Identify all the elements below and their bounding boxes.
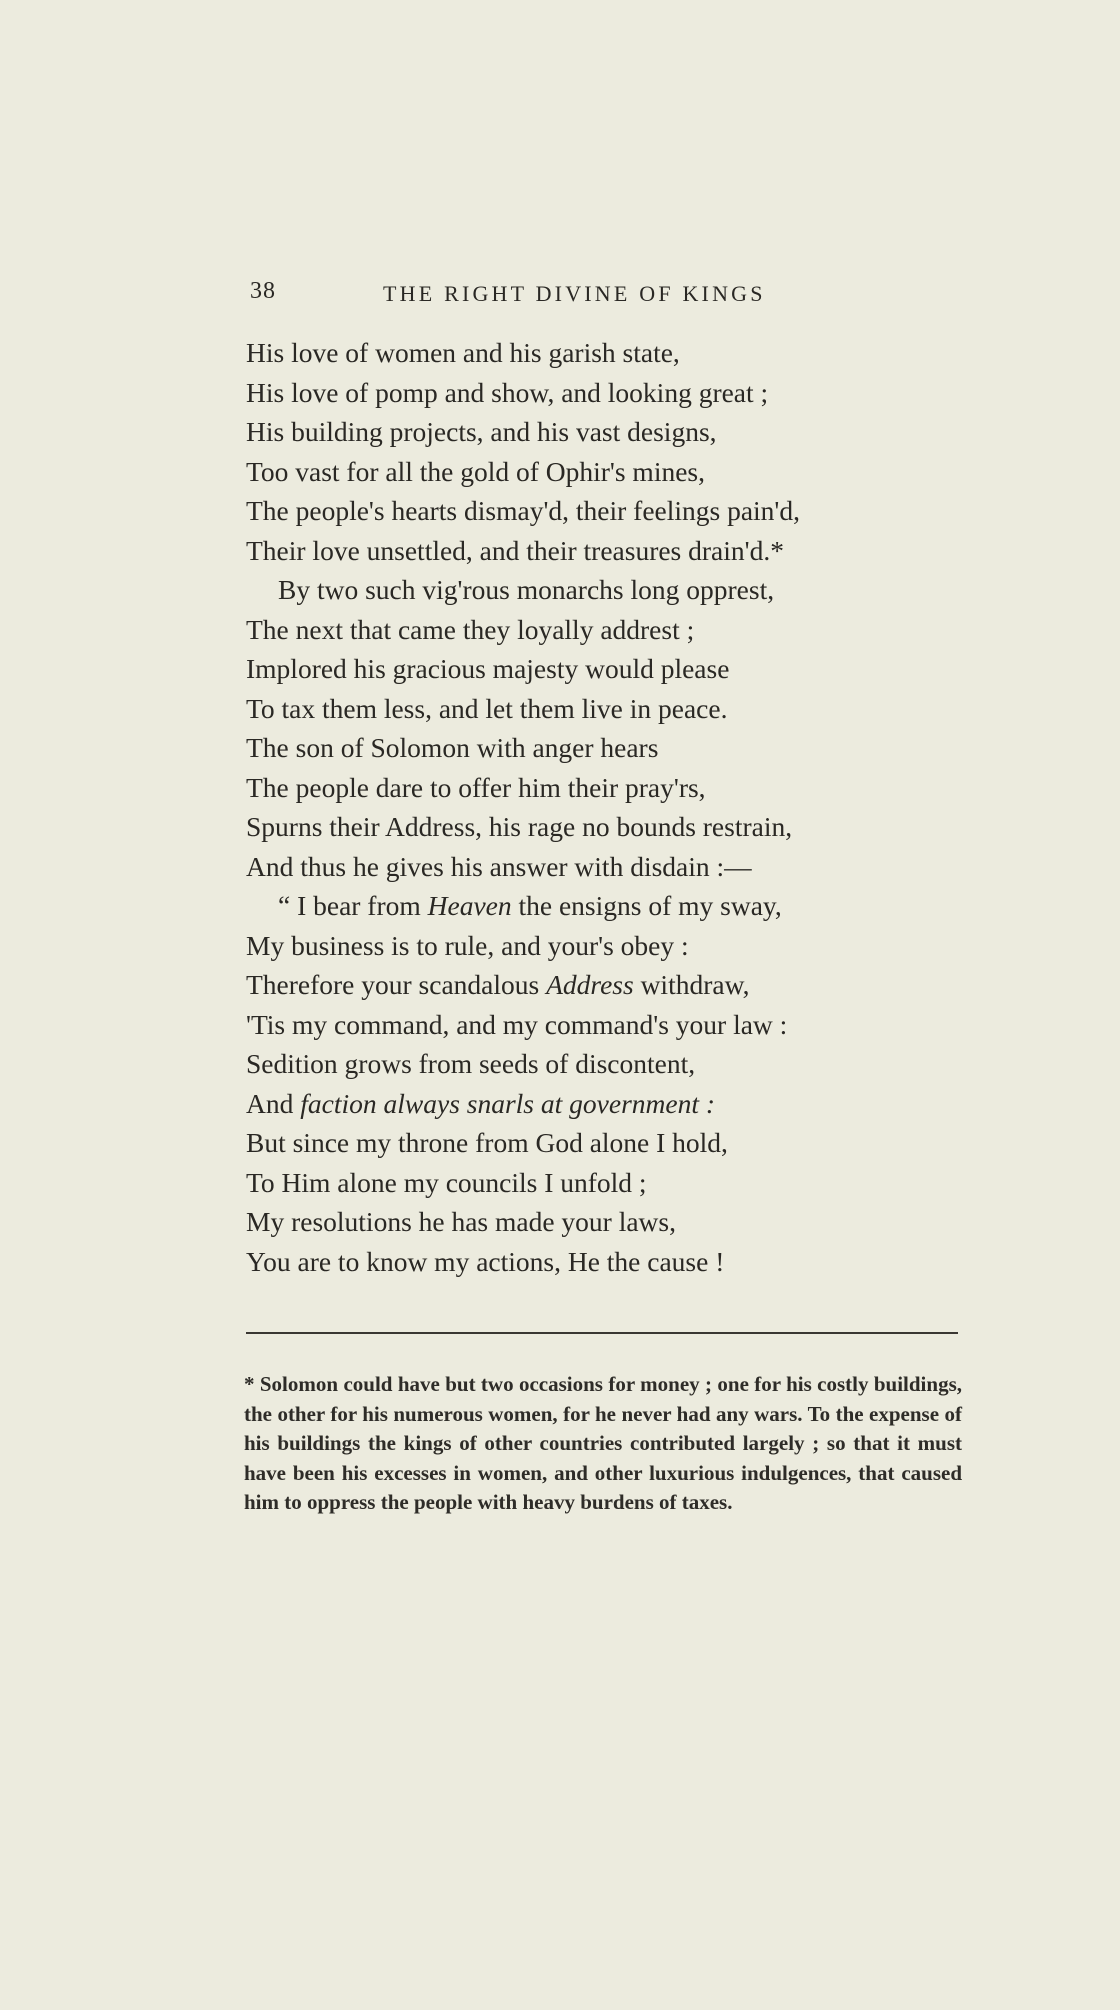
footnote-divider <box>246 1332 958 1334</box>
poem-line: Implored his gracious majesty would please <box>246 653 730 684</box>
poem-line-italic: faction always snarls at government : <box>300 1087 716 1119</box>
poem-line: The people dare to offer him their pray'rs, <box>246 771 706 803</box>
poem-line: His love of pomp and show, and looking great ; <box>246 376 769 408</box>
poem-line: By two such vig'rous monarchs long opprest, <box>278 574 775 605</box>
poem-line: His building projects, and his vast designs, <box>246 416 717 447</box>
poem-line-italic: Address <box>546 969 634 1000</box>
running-title: THE RIGHT DIVINE OF KINGS <box>383 281 766 306</box>
poem-line: To Him alone my councils I unfold ; <box>246 1166 647 1198</box>
poem-line: The son of Solomon with anger hears <box>246 732 659 763</box>
poem-line-text: withdraw, <box>633 969 750 1000</box>
poem-line: Too vast for all the gold of Ophir's mines, <box>246 455 706 487</box>
poem-line <box>246 1084 986 1124</box>
footnote: * Solomon could have but two occasions for money ; one for his costly buildings, the other for his numerous women, for he never had any wars. To the expense of his buildings the kings of other countries contributed largely ; so that it must have been his excesses in women, and other luxurious indulgences, that caused him to oppress the people with heavy burdens of taxes. <box>244 1372 962 1515</box>
poem-line <box>246 965 986 1005</box>
poem-line: My resolutions he has made your laws, <box>246 1206 676 1237</box>
poem-line: Their love unsettled, and their treasures drain'd.* <box>246 534 784 566</box>
poem-line: To tax them less, and let them live in peace. <box>246 692 728 724</box>
poem-line-text: And <box>246 1087 301 1119</box>
poem-line-text: “ I bear from <box>278 890 428 921</box>
page-number: 38 <box>250 278 276 304</box>
poem-line <box>246 886 986 926</box>
poem-line-text: the ensigns of my sway, <box>511 890 782 921</box>
poem-line: But since my throne from God alone I hold, <box>246 1127 728 1158</box>
poem-body <box>246 333 986 1281</box>
poem-line-text: Therefore your scandalous <box>246 969 547 1000</box>
poem-line: Sedition grows from seeds of discontent, <box>246 1048 696 1079</box>
poem-line: The people's hearts dismay'd, their feelings pain'd, <box>246 495 801 526</box>
poem-line: My business is to rule, and your's obey : <box>246 929 689 961</box>
poem-line: And thus he gives his answer with disdain :— <box>246 850 752 882</box>
poem-line: The next that came they loyally addrest ; <box>246 613 695 645</box>
poem-line: Spurns their Address, his rage no bounds restrain, <box>246 811 793 842</box>
poem-line: You are to know my actions, He the cause ! <box>246 1245 725 1277</box>
poem-line-italic: Heaven <box>427 890 512 921</box>
poem-line: 'Tis my command, and my command's your law : <box>246 1008 788 1040</box>
poem-line: His love of women and his garish state, <box>246 337 680 368</box>
